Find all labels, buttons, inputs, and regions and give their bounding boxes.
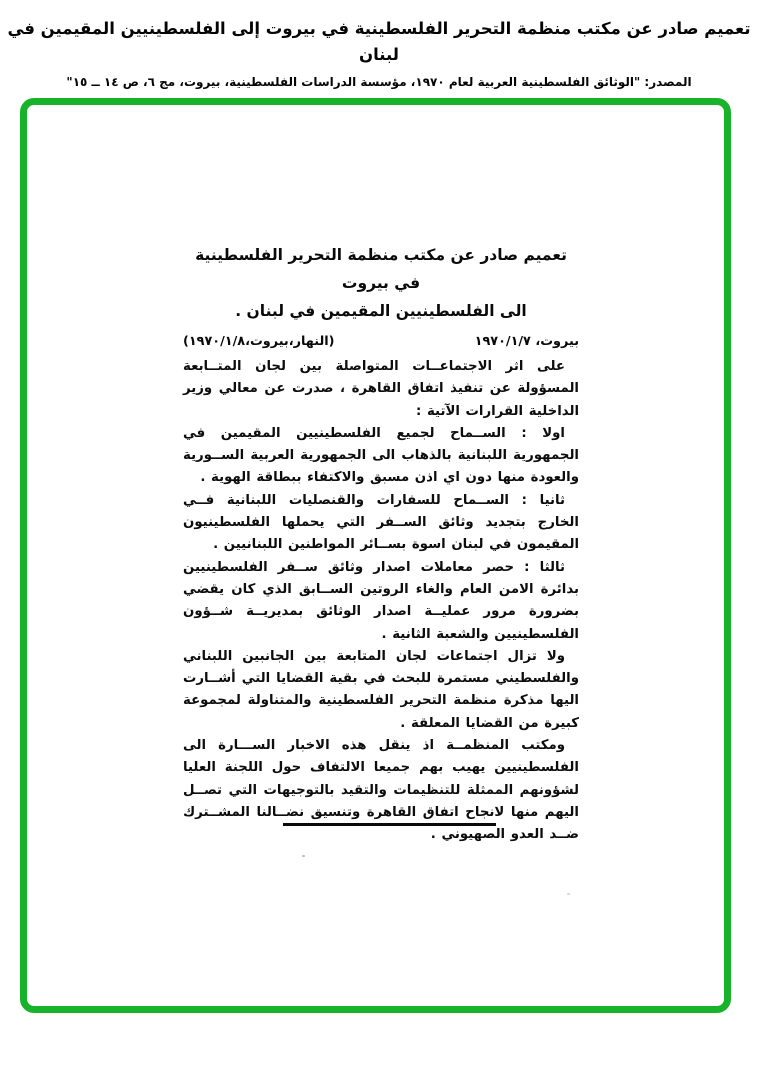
- scan-speck: [302, 855, 305, 857]
- paragraph: ولا تزال اجتماعات لجان المتابعة بين الجانبين اللبناني والفلسطيني مستمرة للبحث في بقية القضايا التي أشــارت اليها مذكرة منظمة التحرير الفلسطينية والمتناولة لمجموعة كبيرة من القضايا المعلقة .: [183, 648, 579, 731]
- divider-line: [283, 823, 496, 826]
- document-title-line1: تعميم صادر عن مكتب منظمة التحرير الفلسطينية في بيروت: [195, 246, 567, 292]
- scan-speck: [567, 893, 570, 895]
- source-citation: المصدر: "الوثائق الفلسطينية العربية لعام ١٩٧٠، مؤسسة الدراسات الفلسطينية، بيروت، مج ٦، ص ١٤ ــ ١٥": [66, 75, 692, 89]
- page-title: تعميم صادر عن مكتب منظمة التحرير الفلسطينية في بيروت إلى الفلسطينيين المقيمين في لبنان: [7, 19, 751, 64]
- page-header: [0, 16, 758, 89]
- paragraph: ومكتب المنظمــة اذ ينقل هذه الاخبار الســـارة الى الفلسطينيين يهيب بهم جميعا الالتفاف حول اللجنة العليا لشؤونهم الممثلة للتنظيمات والتقيد بالتوجيهات التي تصــل اليهم منها لانجاح اتفاق القاهرة وتنسيق نضــالنا المشــترك ضــد العدو الصهيوني .: [183, 738, 579, 843]
- document-frame: [20, 98, 731, 1013]
- document-content: [183, 241, 579, 847]
- paragraph: اولا : الســماح لجميع الفلسطينيين المقيمين في الجمهورية اللبنانية بالذهاب الى الجمهورية العربية الســورية والعودة منها دون اي اذن مسبق والاكتفاء ببطاقة الهوية .: [183, 425, 579, 486]
- paragraph: ثانيا : الســماح للسفارات والقنصليات اللبنانية فــي الخارج بتجديد وثائق الســفر التي يحملها الفلسطينيون المقيمون في لبنان اسوة بســائر المواطنين اللبنانيين .: [183, 492, 579, 553]
- paragraph: على اثر الاجتماعــات المتواصلة بين لجان المتــابعة المسؤولة عن تنفيذ اتفاق القاهرة ، صدرت عن معالي وزير الداخلية القرارات الآتية :: [183, 359, 579, 419]
- document-body: [183, 356, 579, 847]
- document-title-line2: الى الفلسطينيين المقيمين في لبنان .: [235, 302, 527, 320]
- document-title: [183, 241, 579, 325]
- dateline-place: بيروت، ١٩٧٠/١/٧: [474, 334, 579, 349]
- paragraph: ثالثا : حصر معاملات اصدار وثائق ســفر الفلسطينيين بدائرة الامن العام والغاء الروتين الســابق الذي كان يقضي بضرورة مرور عمليــة اصدار الوثائق بمديريــة شــؤون الفلسطينيين والشعبة الثانية .: [183, 559, 579, 642]
- dateline-source: (النهار،بيروت،١٩٧٠/١/٨): [183, 334, 335, 349]
- dateline: [183, 334, 579, 349]
